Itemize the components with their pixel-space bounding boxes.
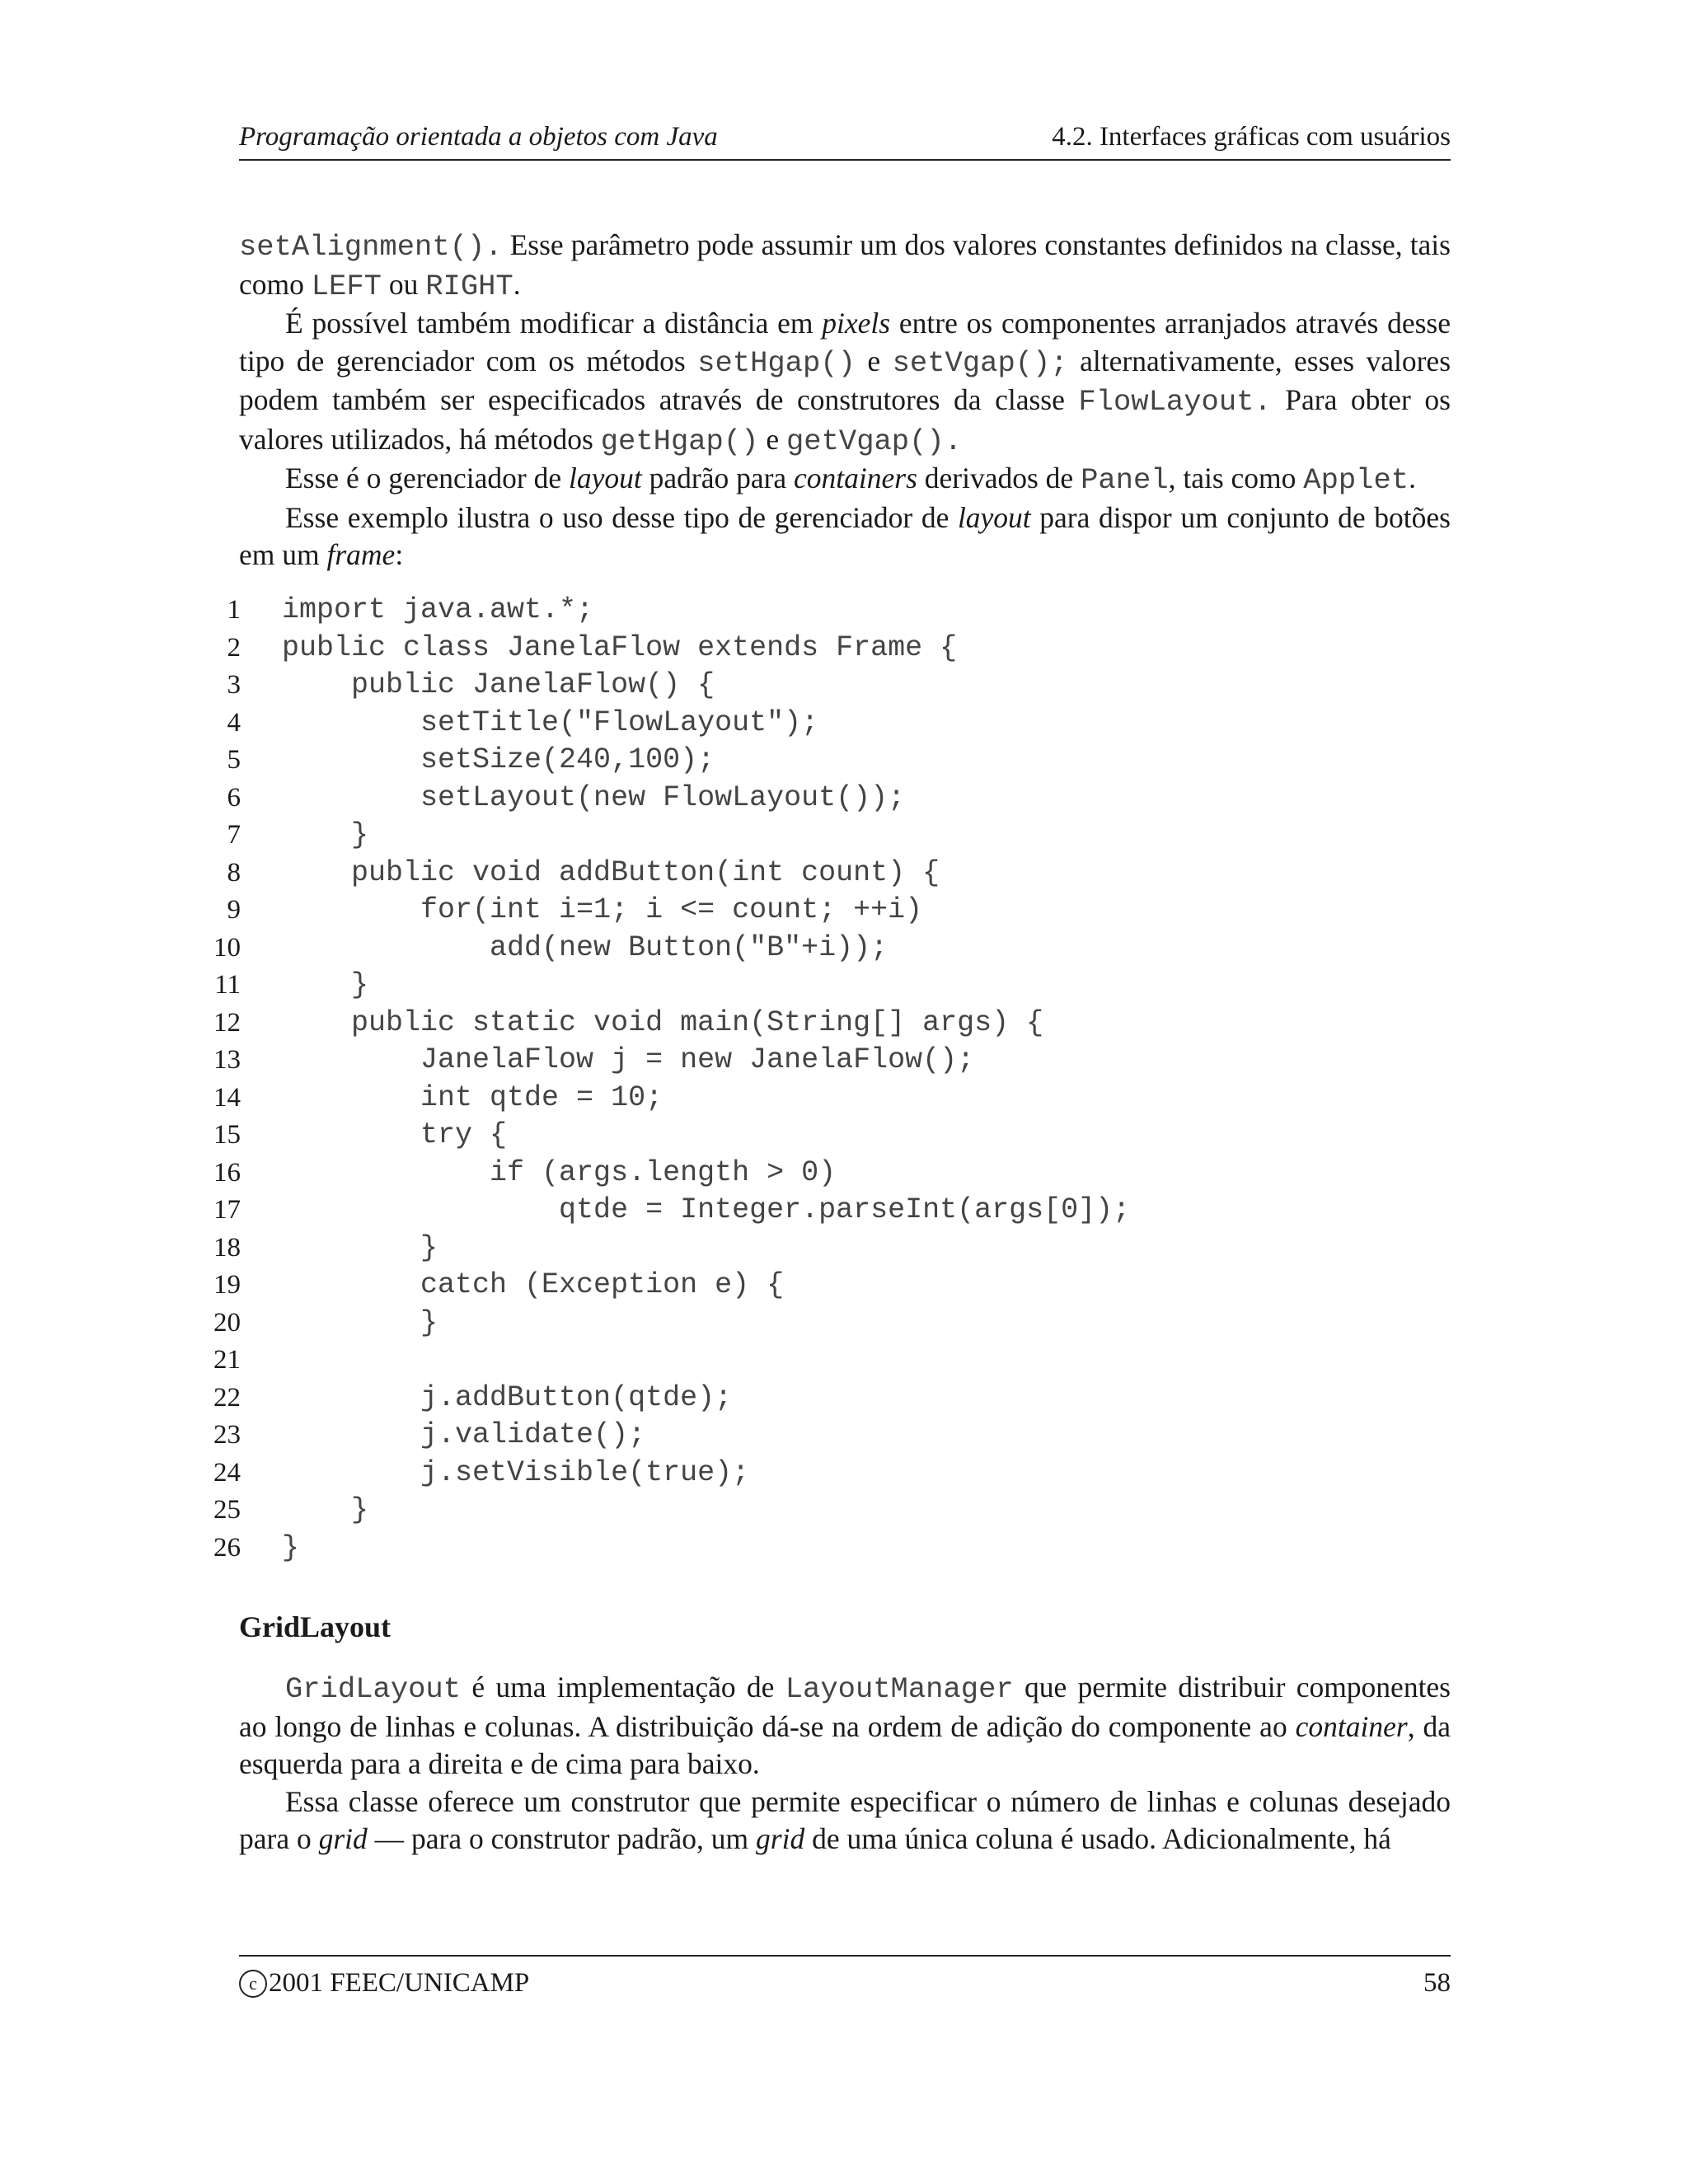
page-number: 58 — [1423, 1968, 1451, 1998]
code-line — [206, 630, 1459, 668]
code-text: public void addButton(int count) { — [282, 855, 940, 889]
code-text: } — [282, 1305, 438, 1339]
emphasis: containers — [794, 462, 917, 494]
code-text: for(int i=1; i <= count; ++i) — [282, 893, 923, 926]
emphasis: grid — [756, 1822, 805, 1855]
line-number: 11 — [214, 970, 241, 1000]
code-text: } — [282, 818, 369, 851]
code-line — [206, 967, 1459, 1005]
running-section: 4.2. Interfaces gráficas com usuários — [1052, 122, 1451, 152]
code-text: } — [282, 1493, 369, 1526]
code-text — [241, 1342, 282, 1380]
code-line — [206, 1042, 1459, 1080]
code-text: catch (Exception e) { — [282, 1268, 785, 1301]
inline-code: setVgap(); — [892, 345, 1068, 380]
code-line — [206, 1005, 1459, 1043]
line-number: 16 — [213, 1157, 241, 1188]
line-number: 23 — [213, 1420, 241, 1450]
line-number: 2 — [227, 632, 241, 663]
code-line — [206, 892, 1459, 930]
code-text: j.addButton(qtde); — [282, 1380, 733, 1414]
code-line — [206, 930, 1459, 968]
code-text: JanelaFlow j = new JanelaFlow(); — [282, 1043, 975, 1076]
copyright-text: 2001 FEEC/UNICAMP — [269, 1968, 530, 1998]
code-listing — [206, 592, 1459, 1567]
code-line — [206, 1080, 1459, 1118]
text: e — [855, 344, 893, 377]
code-text: } — [282, 1230, 438, 1264]
text: e — [758, 422, 786, 456]
line-number: 19 — [213, 1270, 241, 1300]
code-line — [206, 1267, 1459, 1305]
paragraph-2 — [239, 305, 1451, 460]
code-line — [206, 1230, 1459, 1268]
text: Essa classe oferece um construtor que permite especificar o número de linhas e colunas desejado para o — [239, 1784, 1451, 1855]
section-title: GridLayout — [239, 1610, 392, 1643]
code-text: j.validate(); — [282, 1418, 646, 1451]
body-text — [239, 227, 1451, 574]
line-number: 20 — [213, 1307, 241, 1338]
inline-code: getVgap(). — [785, 424, 963, 458]
code-line — [206, 1455, 1459, 1493]
line-number: 4 — [227, 707, 241, 738]
inline-code: RIGHT — [425, 269, 513, 303]
line-number: 15 — [213, 1120, 241, 1150]
paragraph-6 — [239, 1783, 1451, 1858]
line-number: 10 — [213, 932, 241, 963]
page-footer — [239, 1955, 1451, 1999]
line-number: 3 — [227, 670, 241, 700]
emphasis: container — [1295, 1709, 1408, 1743]
copyright-icon: c — [239, 1970, 267, 1998]
paragraph-1 — [239, 227, 1451, 305]
copyright — [239, 1968, 529, 1999]
code-line — [206, 1380, 1459, 1418]
line-number: 12 — [213, 1007, 241, 1038]
code-line — [206, 592, 1459, 630]
emphasis: layout — [569, 462, 642, 494]
line-number: 21 — [213, 1345, 241, 1375]
text: . — [1409, 462, 1416, 494]
paragraph-3 — [239, 460, 1451, 499]
code-text: setSize(240,100); — [282, 743, 715, 776]
code-text: if (args.length > 0) — [282, 1155, 837, 1189]
text: Para obter os valores utilizados, há métodos — [239, 383, 1451, 456]
paragraph-4 — [239, 499, 1451, 574]
emphasis: frame — [326, 538, 396, 571]
text: : — [395, 538, 404, 571]
line-number: 7 — [227, 820, 241, 850]
code-text: qtde = Integer.parseInt(args[0]); — [282, 1193, 1131, 1226]
code-line — [206, 1342, 1459, 1380]
line-number: 18 — [213, 1232, 241, 1263]
line-number: 24 — [213, 1457, 241, 1488]
code-line — [206, 817, 1459, 855]
inline-code: Applet — [1303, 463, 1409, 497]
inline-code: LEFT — [311, 269, 382, 303]
code-text: j.setVisible(true); — [282, 1455, 750, 1489]
text: . — [513, 267, 521, 301]
text: derivados de — [917, 462, 1081, 494]
emphasis: grid — [318, 1822, 368, 1855]
code-text: try { — [282, 1118, 508, 1151]
code-text: } — [282, 968, 369, 1001]
code-line — [206, 1530, 1459, 1568]
code-text: } — [282, 1530, 300, 1564]
code-text: add(new Button("B"+i)); — [282, 930, 889, 964]
text: padrão para — [641, 462, 795, 494]
page-header — [239, 122, 1451, 161]
text: alternativamente, esses valores podem também ser especificados através de construtores da classe — [239, 344, 1451, 416]
code-text: setTitle("FlowLayout"); — [282, 705, 819, 739]
running-title: Programação orientada a objetos com Java — [239, 122, 718, 152]
text: ou — [381, 267, 426, 301]
code-line — [206, 1417, 1459, 1455]
text: é uma implementação de — [461, 1671, 785, 1704]
line-number: 5 — [227, 745, 241, 775]
line-number: 9 — [227, 895, 241, 925]
code-text: setLayout(new FlowLayout()); — [282, 780, 906, 814]
code-line — [206, 855, 1459, 893]
text: entre os componentes arranjados através desse tipo de gerenciador com os métodos — [239, 307, 1451, 377]
line-number: 26 — [213, 1532, 241, 1563]
code-line — [206, 1192, 1459, 1230]
line-number: 8 — [227, 857, 241, 888]
line-number: 13 — [213, 1045, 241, 1075]
inline-code: Panel — [1081, 463, 1169, 497]
code-line — [206, 1492, 1459, 1530]
line-number: 25 — [213, 1495, 241, 1525]
code-line — [206, 1117, 1459, 1155]
code-text: public static void main(String[] args) { — [282, 1005, 1044, 1039]
line-number: 6 — [227, 782, 241, 813]
inline-code: setHgap() — [697, 345, 856, 380]
line-number: 22 — [213, 1382, 241, 1413]
text: que permite distribuir componentes ao longo de linhas e colunas. A distribuição dá-se na ordem de adição do componente ao — [239, 1671, 1451, 1743]
code-line — [206, 1155, 1459, 1193]
paragraph-5 — [239, 1669, 1451, 1783]
code-text: int qtde = 10; — [282, 1080, 663, 1114]
line-number: 17 — [213, 1195, 241, 1225]
text: É possível também modificar a distância em — [285, 307, 823, 340]
inline-code: FlowLayout. — [1078, 385, 1272, 419]
inline-code: LayoutManager — [785, 1672, 1014, 1706]
inline-code: getHgap() — [600, 424, 759, 458]
section-body — [239, 1669, 1451, 1858]
line-number: 1 — [227, 595, 241, 625]
text: para dispor um conjunto de botões em um — [239, 500, 1451, 571]
inline-code: setAlignment(). — [239, 230, 503, 264]
text: Esse é o gerenciador de — [285, 462, 569, 494]
code-line — [206, 705, 1459, 743]
inline-code: GridLayout — [285, 1672, 462, 1706]
code-text: public class JanelaFlow extends Frame { — [282, 630, 958, 664]
text: , tais como — [1168, 462, 1304, 494]
text: , da esquerda para a direita e de cima para baixo. — [239, 1709, 1451, 1780]
emphasis: pixels — [822, 307, 891, 340]
code-line — [206, 742, 1459, 780]
code-line — [206, 667, 1459, 705]
code-line — [206, 780, 1459, 818]
code-text: import java.awt.*; — [282, 593, 594, 626]
line-number: 14 — [213, 1082, 241, 1113]
code-line — [206, 1305, 1459, 1343]
code-text: public JanelaFlow() { — [282, 668, 715, 701]
emphasis: layout — [957, 500, 1031, 534]
text: — para o construtor padrão, um — [367, 1822, 757, 1855]
text: de uma única coluna é usado. Adicionalmente, há — [804, 1822, 1391, 1855]
text: Esse exemplo ilustra o uso desse tipo de gerenciador de — [285, 500, 958, 534]
text: Esse parâmetro pode assumir um dos valores constantes definidos na classe, tais como — [239, 228, 1451, 301]
